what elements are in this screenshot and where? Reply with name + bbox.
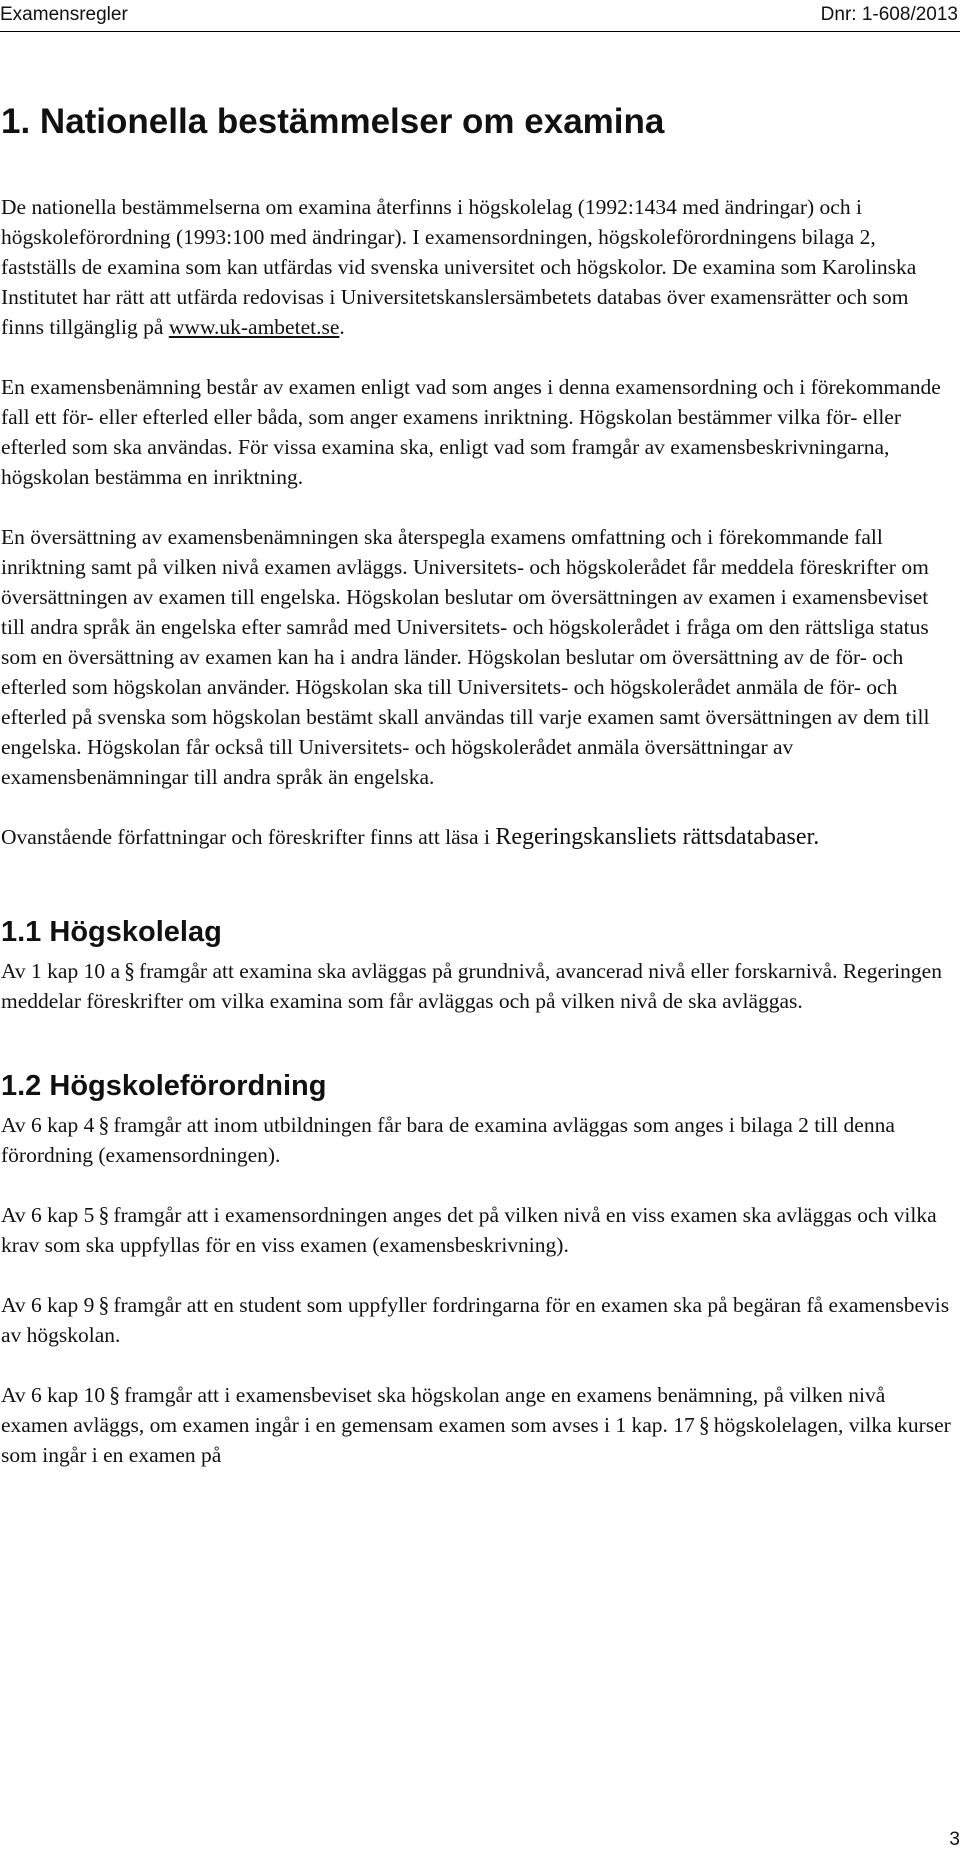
header-document-number: Dnr: 1-608/2013 [820, 4, 958, 25]
section-heading-hogskoleforordning: 1.2 Högskoleförordning [1, 1070, 327, 1102]
section-symbol: § [698, 1412, 710, 1437]
paragraph-text: framgår att inom utbildningen får bara de examina avläggas som anges i bilaga 2 till denna förordning (examensordningen). [1, 1113, 895, 1167]
paragraph-text: framgår att en student som uppfyller fordringarna för en examen ska på begäran få examensbevis av högskolan. [1, 1293, 950, 1347]
paragraph-text: framgår att i examensbeviset ska högskolan ange en examens benämning, på vilken nivå examen avläggs, om examen ingår i en gemensam examen som avses i 1 kap. 17 [1, 1383, 886, 1437]
page-header [0, 0, 960, 30]
paragraph-intro [1, 192, 953, 342]
paragraph-rattsdatabaser [1, 822, 953, 852]
header-divider [0, 31, 960, 32]
section-symbol: § [98, 1202, 110, 1227]
uk-ambetet-link[interactable]: www.uk-ambetet.se [168, 315, 340, 339]
paragraph-text: Av 6 kap 10 [1, 1383, 106, 1407]
section-heading-hogskolelag: 1.1 Högskolelag [1, 916, 222, 948]
paragraph-6-kap-10 [1, 1380, 953, 1470]
paragraph-text: högskolelagen, vilka kurser som ingår i en examen på [1, 1413, 951, 1467]
rattsdatabaser-reference: Regeringskansliets rättsdatabaser. [495, 824, 820, 850]
paragraph-text: Av 6 kap 9 [1, 1293, 95, 1317]
section-symbol: § [98, 1112, 110, 1137]
paragraph-text: framgår att i examensordningen anges det på vilken nivå en viss examen ska avläggas och vilka krav som ska uppfyllas för en viss examen (examensbeskrivning). [1, 1203, 937, 1257]
document-body [1, 100, 953, 1500]
paragraph-text: framgår att examina ska avläggas på grundnivå, avancerad nivå eller forskarnivå. Regeringen meddelar föreskrifter om vilka examina som får avläggas och på vilken nivå de ska avläggas. [1, 959, 942, 1013]
paragraph-6-kap-4 [1, 1110, 953, 1170]
paragraph-text: Av 6 kap 4 [1, 1113, 95, 1137]
paragraph-6-kap-5 [1, 1200, 953, 1260]
paragraph-examensbenamning: En examensbenämning består av examen enligt vad som anges i denna examensordning och i förekommande fall ett för- eller efterled eller båda, som anger examens inriktning. Högskolan bestämmer vilka för- eller efterled som ska användas. För vissa examina ska, enligt vad som framgår av examensbeskrivningarna, högskolan bestämma en inriktning. [1, 375, 941, 489]
paragraph-hogskolelag [1, 956, 953, 1016]
section-symbol: § [124, 958, 136, 983]
paragraph-oversattning: En översättning av examensbenämningen ska återspegla examens omfattning och i förekommande fall inriktning samt på vilken nivå examen avläggs. Universitets- och högskolerådet får meddela föreskrifter om översättningen av examen till engelska. Högskolan beslutar om översättningen av examen i examensbeviset till andra språk än engelska efter samråd med Universitets- och högskolerådet i fråga om den rättsliga status som en översättning av examen kan ha i andra länder. Högskolan beslutar om översättning av de för- och efterled som högskolan använder. Högskolan ska till Universitets- och högskolerådet anmäla de för- och efterled på svenska som högskolan bestämt skall användas till varje examen samt översättningen av dem till engelska. Högskolan får också till Universitets- och högskolerådet anmäla översättningar av examensbenämningar till andra språk än engelska. [1, 525, 930, 789]
header-title: Examensregler [0, 4, 128, 25]
section-symbol: § [109, 1382, 121, 1407]
paragraph-text: . [339, 315, 345, 339]
paragraph-text: Av 6 kap 5 [1, 1203, 95, 1227]
section-symbol: § [98, 1292, 110, 1317]
paragraph-text: De nationella bestämmelserna om examina återfinns i högskolelag (1992:1434 med ändringar) och i högskoleförordning (1993:100 med ändringar). I examensordningen, högskoleförordningens bilaga 2, fastställs de examina som kan utfärdas vid svenska universitet och högskolor. De examina som Karolinska Institutet har rätt att utfärda redovisas i Universitetskanslersämbetets databas över examensrätter och som finns tillgänglig på [1, 195, 917, 339]
paragraph-6-kap-9 [1, 1290, 953, 1350]
page-title: 1. Nationella bestämmelser om examina [1, 102, 665, 141]
paragraph-text: Ovanstående författningar och föreskrifter finns att läsa i [1, 825, 496, 849]
page-number: 3 [949, 1829, 960, 1850]
paragraph-text: Av 1 kap 10 a [1, 959, 121, 983]
